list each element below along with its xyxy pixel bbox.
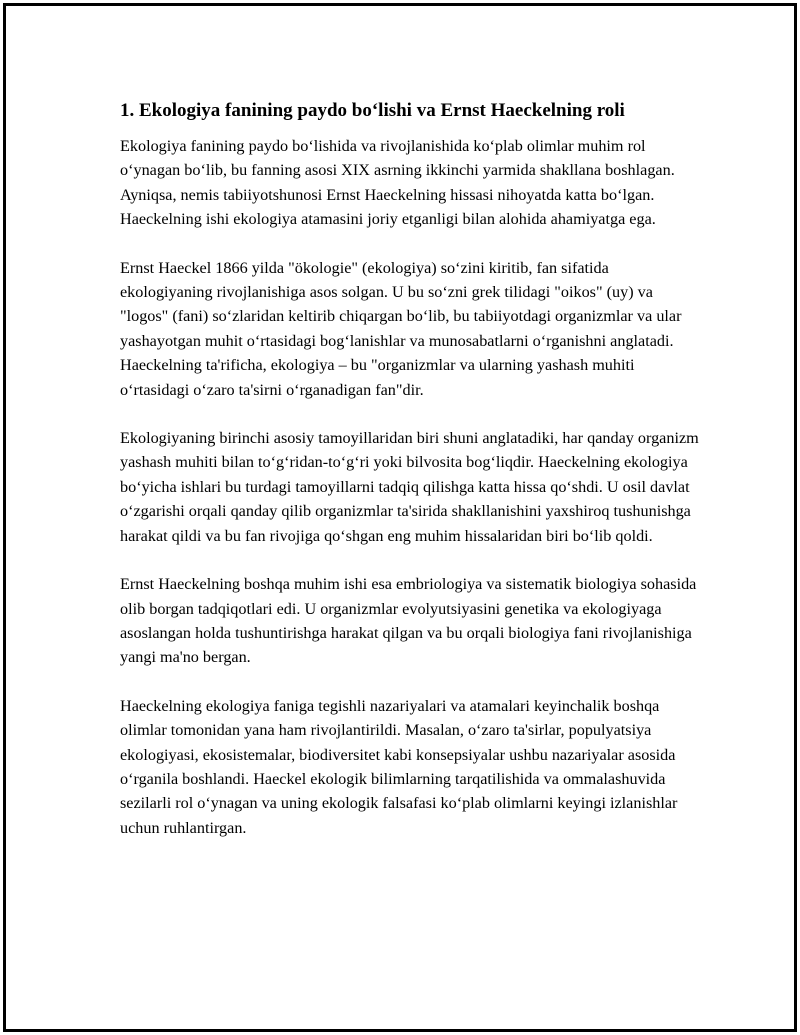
paragraph-4: Ernst Haeckelning boshqa muhim ishi esa embriologiya va sistematik biologiya sohasida olib borgan tadqiqotlari edi. U organizmlar evolyutsiyasini genetika va ekologiyaga asoslangan holda tushuntirishga harakat qilgan va bu orqali biologiya fani rivojlanishiga yangi ma'no bergan. bbox=[120, 575, 697, 667]
paragraph-1: Ekologiya fanining paydo bo‘lishida va rivojlanishida ko‘plab olimlar muhim rol o‘ynagan bo‘lib, bu fanning asosi XIX asrning ikkinchi yarmida shakllana boshlagan. Ayniqsa, nemis tabiiyotshunosi Ernst Haeckelning hissasi nihoyatda katta bo‘lgan. Haeckelning ishi ekologiya atamasini joriy etganligi bilan alohida ahamiyatga ega. bbox=[120, 137, 675, 229]
page-border bbox=[3, 3, 797, 1032]
paragraph-2: Ernst Haeckel 1866 yilda "ökologie" (ekologiya) so‘zini kiritib, fan sifatida ekologiyaning rivojlanishiga asos solgan. U bu so‘zni grek tilidagi "oikos" (uy) va "logos" (fani) so‘zlaridan keltirib chiqargan bo‘lib, bu tabiiyotdagi organizmlar va ular yashayotgan muhit o‘rtasidagi bog‘lanishlar va munosabatlarni o‘rganishni anglatadi. Haeckelning ta'rificha, ekologiya – bu "organizmlar va ularning yashash muhiti o‘rtasidagi o‘zaro ta'sirni o‘rganadigan fan"dir. bbox=[120, 258, 682, 399]
document-body bbox=[120, 98, 700, 864]
section-title: 1. Ekologiya fanining paydo bo‘lishi va Ernst Haeckelning roli bbox=[120, 100, 625, 121]
paragraph-3: Ekologiyaning birinchi asosiy tamoyillaridan biri shuni anglatadiki, har qanday organizm yashash muhiti bilan to‘g‘ridan-to‘g‘ri yoki bilvosita bog‘liqdir. Haeckelning ekologiya bo‘yicha ishlari bu turdagi tamoyillarni tadqiq qilishga katta hissa qo‘shdi. U osil davlat o‘zgarishi orqali qanday qilib organizmlar ta'sirida shakllanishini yaxshiroq tushunishga harakat qildi va bu fan rivojiga qo‘shgan eng muhim hissalaridan biri bo‘lib qoldi. bbox=[120, 429, 699, 545]
paragraph-5: Haeckelning ekologiya faniga tegishli nazariyalari va atamalari keyinchalik boshqa olimlar tomonidan yana ham rivojlantirildi. Masalan, o‘zaro ta'sirlar, populyatsiya ekologiyasi, ekosistemalar, biodiversitet kabi konsepsiyalar ushbu nazariyalar asosida o‘rganila boshlandi. Haeckel ekologik bilimlarning tarqatilishida va ommalashuvida sezilarli rol o‘ynagan va uning ekologik falsafasi ko‘plab olimlarni keyingi izlanishlar uchun ruhlantirgan. bbox=[120, 696, 678, 837]
